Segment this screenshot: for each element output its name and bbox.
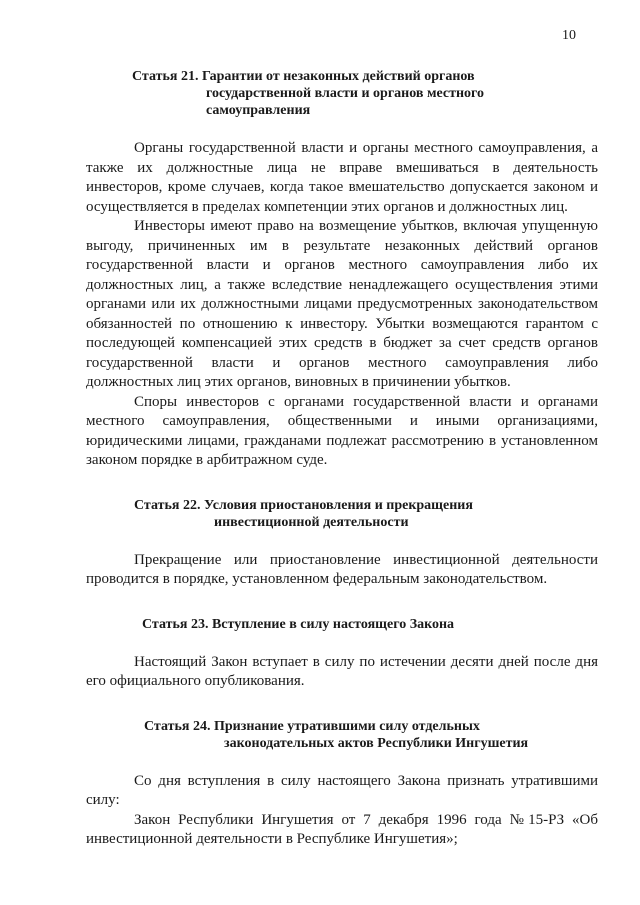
paragraph: Органы государственной власти и органы местного самоуправления, а также их должностные лица не вправе вмешиваться в деятельность инвесторов, кроме случаев, когда такое вмешательство допускается законом и осуществляется в пределах компетенции этих органов и должностных лиц. bbox=[86, 140, 598, 215]
article-24-title bbox=[86, 718, 598, 752]
title-line: законодательных актов Республики Ингушетия bbox=[224, 735, 529, 751]
title-line: Статья 23. Вступление в силу настоящего Закона bbox=[142, 616, 455, 632]
title-line: самоуправления bbox=[206, 103, 311, 118]
title-line: государственной власти и органов местного bbox=[206, 86, 485, 101]
article-24 bbox=[86, 718, 598, 850]
article-23-title bbox=[86, 616, 598, 633]
paragraph: Споры инвесторов с органами государственной власти и органами местного самоуправления, общественными и иными организациями, юридическими лицами, гражданами подлежат рассмотрению в установленном законом порядке в арбитражном суде. bbox=[86, 393, 598, 468]
article-22-title bbox=[86, 497, 598, 531]
paragraph: Настоящий Закон вступает в силу по истечении десяти дней после дня его официального опубликования. bbox=[86, 653, 598, 689]
article-21 bbox=[86, 68, 598, 471]
title-line: Статья 22. Условия приостановления и прекращения bbox=[134, 497, 473, 513]
title-line: Статья 24. Признание утратившими силу отдельных bbox=[144, 718, 480, 734]
paragraph: Закон Республики Ингушетия от 7 декабря 1996 года №15-РЗ «Об инвестиционной деятельности в Республике Ингушетия»; bbox=[86, 811, 598, 847]
article-23 bbox=[86, 616, 598, 692]
paragraph: Со дня вступления в силу настоящего Закона признать утратившими силу: bbox=[86, 772, 598, 808]
page-number: 10 bbox=[562, 28, 576, 43]
title-line: инвестиционной деятельности bbox=[214, 514, 409, 530]
title-line: Статья 21. Гарантии от незаконных действий органов bbox=[132, 69, 475, 84]
article-21-title bbox=[86, 68, 598, 119]
article-22 bbox=[86, 497, 598, 590]
paragraph: Прекращение или приостановление инвестиционной деятельности проводится в порядке, установленном федеральным законодательством. bbox=[86, 551, 598, 587]
paragraph: Инвесторы имеют право на возмещение убытков, включая упущенную выгоду, причиненных им в результате незаконных действий органов государственной власти и органов местного самоуправления либо их должностных лиц, а также вследствие ненадлежащего осуществления этими органами или их должностными лицами предусмотренных законодательством обязанностей по отношению к инвестору. Убытки возмещаются гарантом с последующей компенсацией этих средств в бюджет за счет средств органов государственной власти и органов местного самоуправления либо должностных лиц этих органов, виновных в причинении убытков. bbox=[86, 218, 598, 390]
